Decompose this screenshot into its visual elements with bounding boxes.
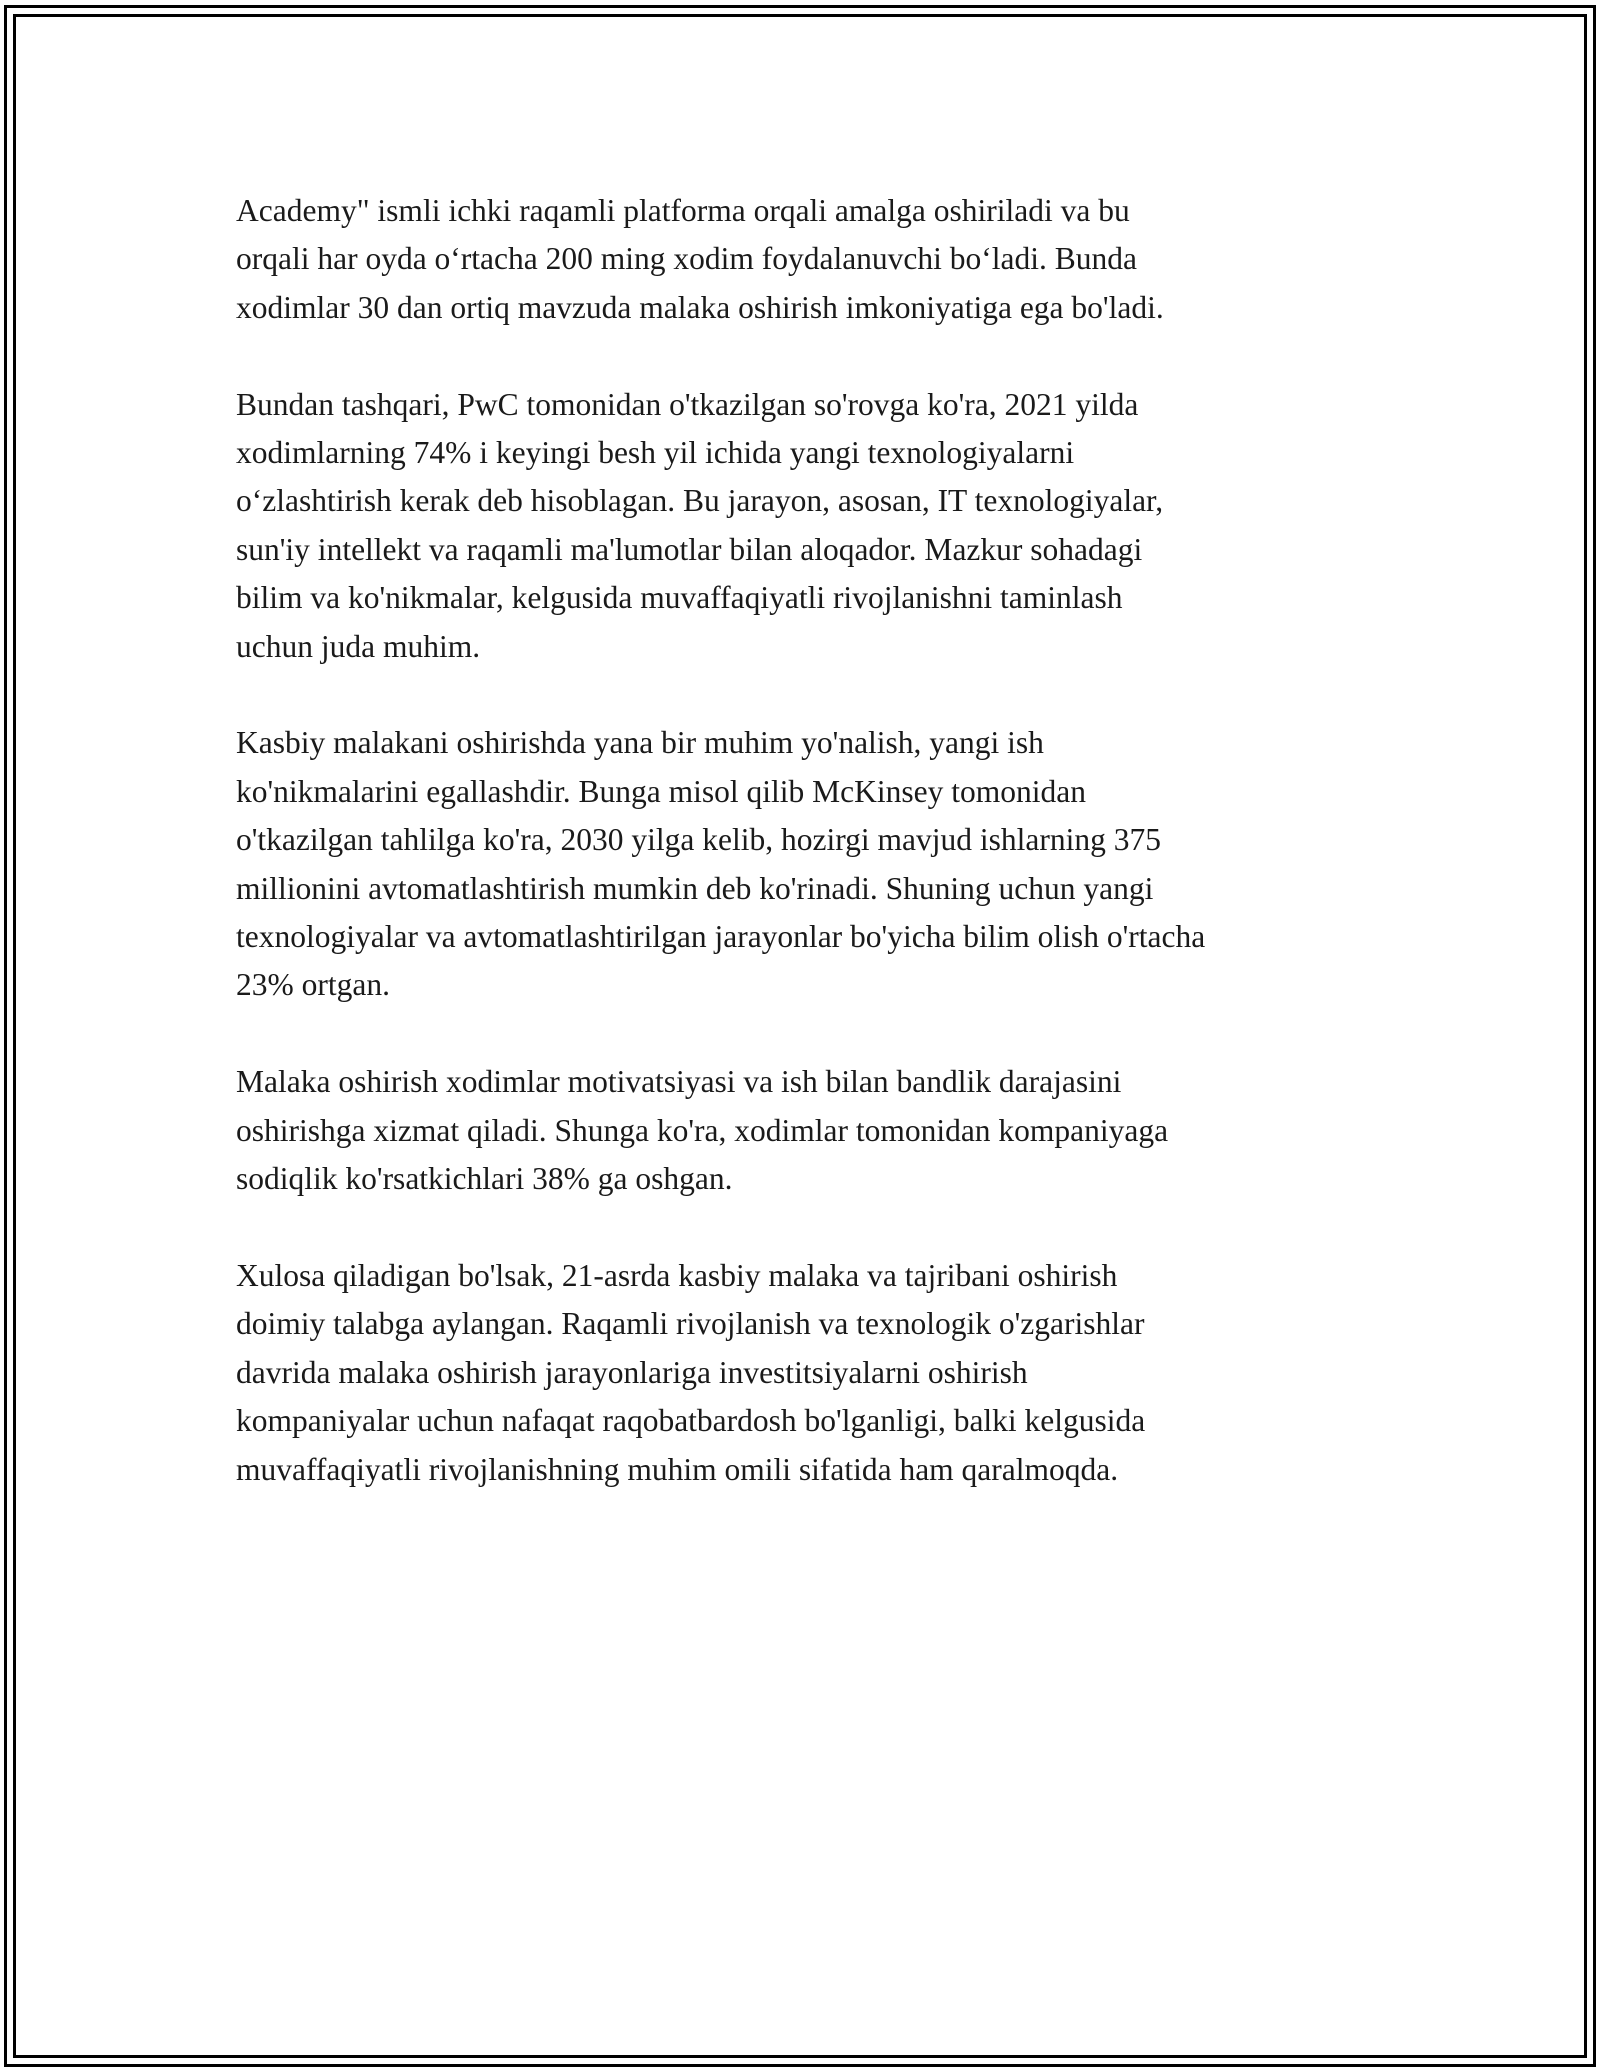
text-line: sodiqlik ko'rsatkichlari 38% ga oshgan. (236, 1161, 733, 1197)
text-line: Kasbiy malakani oshirishda yana bir muhim yo'nalish, yangi ish (236, 725, 1044, 761)
text-line: oshirishga xizmat qiladi. Shunga ko'ra, xodimlar tomonidan kompaniyaga (236, 1112, 1169, 1148)
text-line: sun'iy intellekt va raqamli ma'lumotlar bilan aloqador. Mazkur sohadagi (236, 531, 1143, 567)
text-line: xodimlar 30 dan ortiq mavzuda malaka oshirish imkoniyatiga ega bo'ladi. (236, 289, 1164, 325)
text-line: millionini avtomatlashtirish mumkin deb ko'rinadi. Shuning uchun yangi (236, 870, 1154, 906)
text-line: bilim va ko'nikmalar, kelgusida muvaffaqiyatli rivojlanishni taminlash (236, 580, 1123, 616)
paragraph-2 (236, 381, 1386, 671)
paragraph-3 (236, 719, 1386, 1009)
paragraph-1 (236, 187, 1386, 332)
paragraph-5 (236, 1252, 1386, 1494)
text-line: Bundan tashqari, PwC tomonidan o'tkazilgan so'rovga ko'ra, 2021 yilda (236, 386, 1139, 422)
text-line: Xulosa qiladigan bo'lsak, 21-asrda kasbiy malaka va tajribani oshirish (236, 1257, 1118, 1293)
text-line: o'tkazilgan tahlilga ko'ra, 2030 yilga kelib, hozirgi mavjud ishlarning 375 (236, 822, 1161, 858)
text-line: xodimlarning 74% i keyingi besh yil ichida yangi texnologiyalarni (236, 435, 1075, 471)
text-line: doimiy talabga aylangan. Raqamli rivojlanish va texnologik o'zgarishlar (236, 1306, 1145, 1342)
text-line: uchun juda muhim. (236, 628, 481, 664)
text-line: 23% ortgan. (236, 967, 390, 1003)
text-line: davrida malaka oshirish jarayonlariga investitsiyalarni oshirish (236, 1354, 1028, 1390)
paragraph-4 (236, 1058, 1386, 1203)
text-line: orqali har oyda o‘rtacha 200 ming xodim foydalanuvchi bo‘ladi. Bunda (236, 241, 1138, 277)
text-line: o‘zlashtirish kerak deb hisoblagan. Bu jarayon, asosan, IT texnologiyalar, (236, 483, 1164, 519)
document-body (236, 187, 1386, 1542)
text-line: Academy" ismli ichki raqamli platforma orqali amalga oshiriladi va bu (236, 193, 1130, 228)
text-line: ko'nikmalarini egallashdir. Bunga misol qilib McKinsey tomonidan (236, 773, 1086, 809)
text-line: kompaniyalar uchun nafaqat raqobatbardosh bo'lganligi, balki kelgusida (236, 1403, 1146, 1439)
text-line: texnologiyalar va avtomatlashtirilgan jarayonlar bo'yicha bilim olish o'rtacha (236, 919, 1206, 955)
text-line: muvaffaqiyatli rivojlanishning muhim omili sifatida ham qaralmoqda. (236, 1451, 1119, 1487)
text-line: Malaka oshirish xodimlar motivatsiyasi va ish bilan bandlik darajasini (236, 1064, 1122, 1100)
